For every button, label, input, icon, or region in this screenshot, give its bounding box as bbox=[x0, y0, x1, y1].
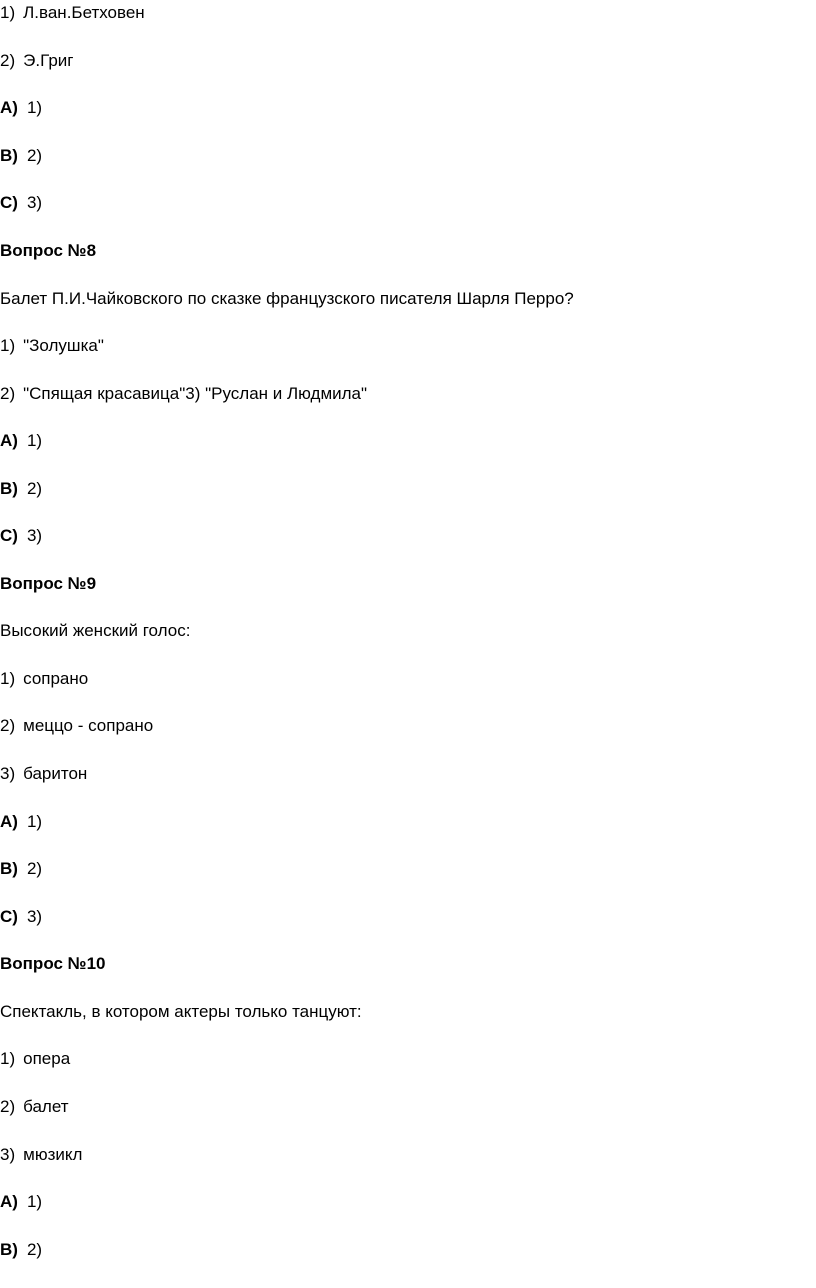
answer-value: 1) bbox=[26, 431, 43, 450]
option-line bbox=[0, 1048, 70, 1070]
option-number: 2) bbox=[0, 384, 16, 403]
answer-line bbox=[0, 1191, 42, 1213]
option-text: балет bbox=[23, 1097, 69, 1116]
answer-value: 3) bbox=[26, 526, 43, 545]
answer-value: 2) bbox=[26, 146, 43, 165]
answer-line bbox=[0, 478, 42, 500]
option-line bbox=[0, 383, 367, 405]
answer-line bbox=[0, 858, 42, 880]
option-text: опера bbox=[23, 1049, 71, 1068]
answer-letter: C) bbox=[0, 193, 18, 212]
answer-letter: C) bbox=[0, 907, 18, 926]
option-line bbox=[0, 1096, 69, 1118]
answer-value: 2) bbox=[26, 1240, 43, 1259]
question-heading: Вопрос №10 bbox=[0, 954, 106, 973]
option-number: 1) bbox=[0, 669, 16, 688]
option-line bbox=[0, 335, 104, 357]
question-heading: Вопрос №8 bbox=[0, 241, 97, 260]
answer-value: 2) bbox=[26, 859, 43, 878]
answer-value: 1) bbox=[26, 812, 43, 831]
answer-value: 3) bbox=[26, 907, 43, 926]
answer-line bbox=[0, 145, 42, 167]
option-number: 1) bbox=[0, 3, 16, 22]
question-text: Балет П.И.Чайковского по сказке французского писателя Шарля Перро? bbox=[0, 289, 574, 308]
option-line bbox=[0, 715, 153, 737]
option-text: Э.Григ bbox=[23, 51, 74, 70]
answer-line bbox=[0, 430, 42, 452]
option-text: баритон bbox=[23, 764, 88, 783]
answer-value: 1) bbox=[26, 1192, 43, 1211]
answer-line bbox=[0, 1239, 42, 1261]
option-text: меццо - сопрано bbox=[23, 716, 154, 735]
answer-value: 2) bbox=[26, 479, 43, 498]
answer-letter: B) bbox=[0, 479, 18, 498]
question-text: Спектакль, в котором актеры только танцуют: bbox=[0, 1002, 362, 1021]
answer-letter: A) bbox=[0, 98, 18, 117]
answer-line bbox=[0, 97, 42, 119]
option-line bbox=[0, 1144, 82, 1166]
answer-value: 3) bbox=[26, 193, 43, 212]
question-heading: Вопрос №9 bbox=[0, 574, 97, 593]
question-text: Высокий женский голос: bbox=[0, 621, 191, 640]
answer-letter: A) bbox=[0, 812, 18, 831]
option-text: "Золушка" bbox=[23, 336, 104, 355]
option-text: "Спящая красавица"3) "Руслан и Людмила" bbox=[23, 384, 368, 403]
answer-line bbox=[0, 525, 42, 547]
option-number: 2) bbox=[0, 51, 16, 70]
answer-line bbox=[0, 906, 42, 928]
answer-value: 1) bbox=[26, 98, 43, 117]
option-number: 2) bbox=[0, 716, 16, 735]
option-line bbox=[0, 2, 145, 24]
option-number: 3) bbox=[0, 1145, 16, 1164]
option-line bbox=[0, 50, 73, 72]
option-number: 1) bbox=[0, 336, 16, 355]
option-line bbox=[0, 763, 87, 785]
answer-letter: C) bbox=[0, 526, 18, 545]
answer-letter: B) bbox=[0, 1240, 18, 1259]
answer-letter: A) bbox=[0, 431, 18, 450]
answer-letter: B) bbox=[0, 859, 18, 878]
answer-line bbox=[0, 811, 42, 833]
option-text: Л.ван.Бетховен bbox=[23, 3, 145, 22]
answer-line bbox=[0, 192, 42, 214]
answer-letter: A) bbox=[0, 1192, 18, 1211]
option-number: 1) bbox=[0, 1049, 16, 1068]
option-number: 3) bbox=[0, 764, 16, 783]
answer-letter: B) bbox=[0, 146, 18, 165]
option-number: 2) bbox=[0, 1097, 16, 1116]
option-line bbox=[0, 668, 88, 690]
option-text: сопрано bbox=[23, 669, 89, 688]
option-text: мюзикл bbox=[23, 1145, 83, 1164]
